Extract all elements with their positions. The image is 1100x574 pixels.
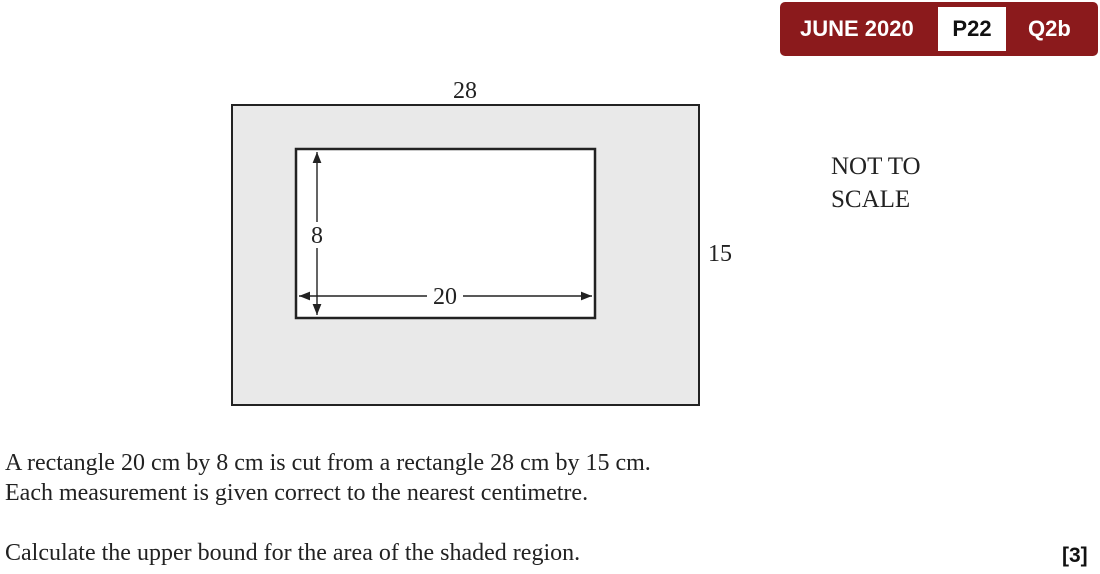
not-to-scale-note (831, 150, 921, 216)
exam-reference-badge (780, 2, 1098, 56)
question-text-line-2: Each measurement is given correct to the nearest centimetre. (5, 480, 589, 506)
inner-height-label: 8 (311, 223, 323, 249)
question-number-label: Q2b (1028, 16, 1071, 41)
note-line-2: SCALE (831, 186, 911, 213)
note-line-1: NOT TO (831, 153, 921, 180)
exam-session-label: JUNE 2020 (800, 16, 914, 41)
outer-height-label: 15 (708, 241, 732, 267)
outer-width-label: 28 (453, 78, 477, 104)
question-instruction: Calculate the upper bound for the area of the shaded region. (5, 540, 581, 566)
inner-width-label: 20 (433, 284, 457, 310)
question-text-line-1: A rectangle 20 cm by 8 cm is cut from a rectangle 28 cm by 15 cm. (5, 450, 651, 476)
marks-label: [3] (1062, 544, 1088, 567)
paper-number-label: P22 (938, 7, 1006, 51)
